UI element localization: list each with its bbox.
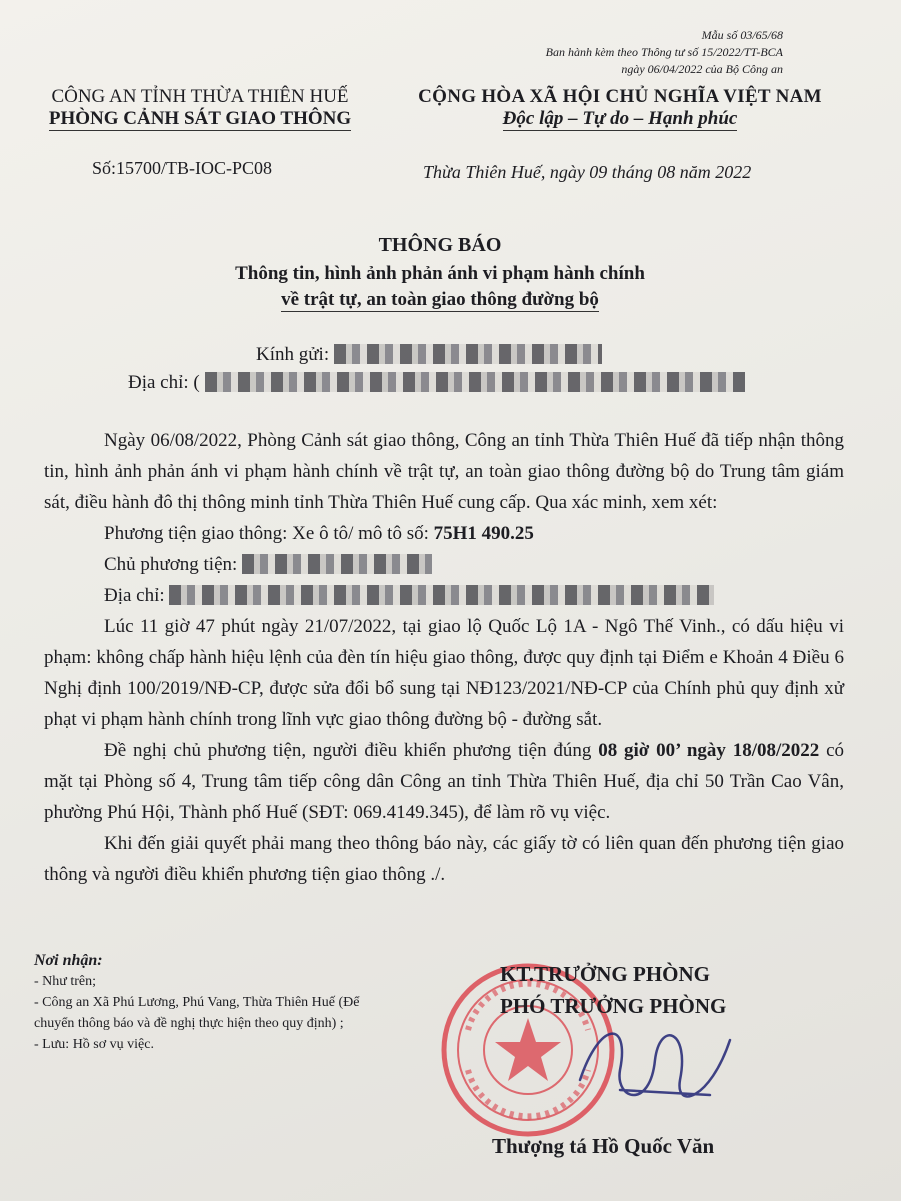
recipient-to-label: Kính gửi: xyxy=(256,344,330,365)
redacted-block xyxy=(334,344,602,364)
national-motto: Độc lập – Tự do – Hạnh phúc xyxy=(502,108,738,129)
vehicle-line xyxy=(44,518,844,549)
paragraph-documents: Khi đến giải quyết phải mang theo thông báo này, các giấy tờ có liên quan đến phương tiện giao thông và người điều khiển phương tiện giao thông ./. xyxy=(44,833,844,885)
summons-time: 08 giờ 00’ ngày 18/08/2022 xyxy=(598,740,820,761)
recipient-item: - Lưu: Hồ sơ vụ việc. xyxy=(34,1037,154,1052)
recipient-address-label: Địa chỉ: ( xyxy=(128,372,200,393)
title-sub-1: Thông tin, hình ảnh phản ánh vi phạm hành chính xyxy=(235,263,645,284)
recipient-item: - Công an Xã Phú Lương, Phú Vang, Thừa Thiên Huế (Để chuyển thông báo và đề nghị thực hiện theo quy định) ; xyxy=(34,995,360,1031)
redacted-block xyxy=(169,585,714,605)
recipients-heading: Nơi nhận: xyxy=(34,952,103,969)
national-title: CỘNG HÒA XÃ HỘI CHỦ NGHĨA VIỆT NAM xyxy=(418,86,822,107)
paragraph-receipt: Ngày 06/08/2022, Phòng Cảnh sát giao thông, Công an tỉnh Thừa Thiên Huế đã tiếp nhận thông tin, hình ảnh phản ánh vi phạm hành chính về trật tự, an toàn giao thông đường bộ do Trung tâm giám sát, điều hành đô thị thông minh tỉnh Thừa Thiên Huế cung cấp. Qua xác minh, xem xét: xyxy=(44,430,844,513)
issuing-agency xyxy=(30,86,370,131)
recipient-item: - Như trên; xyxy=(34,974,97,989)
owner-address-line xyxy=(44,580,844,611)
national-header xyxy=(385,86,855,131)
redacted-block xyxy=(242,554,432,574)
owner-line xyxy=(44,549,844,580)
recipient-address xyxy=(128,372,745,394)
agency-line-1: CÔNG AN TỈNH THỪA THIÊN HUẾ xyxy=(51,86,349,107)
signature-title-1: KT.TRƯỞNG PHÒNG xyxy=(500,962,710,986)
recipient-to xyxy=(256,344,602,366)
form-issued-with: Ban hành kèm theo Thông tư số 15/2022/TT-BCA xyxy=(545,45,783,59)
owner-label: Chủ phương tiện: xyxy=(104,554,238,575)
handwritten-signature xyxy=(560,1000,760,1130)
vehicle-plate: 75H1 490.25 xyxy=(433,523,534,544)
paragraph-summons xyxy=(44,735,844,828)
notice-body xyxy=(44,425,844,890)
summons-text-a: Đề nghị chủ phương tiện, người điều khiển phương tiện đúng xyxy=(104,740,592,761)
title-main: THÔNG BÁO xyxy=(378,234,502,256)
signature-title-2: PHÓ TRƯỞNG PHÒNG xyxy=(500,994,727,1018)
summons-text-b: có mặt tại Phòng số 4, Trung tâm tiếp công dân Công an tỉnh Thừa Thiên Huế, địa chỉ 50 Trần Cao Vân, phường Phú Hội, Thành phố Huế (SĐT: 069.4149.345), để làm rõ vụ việc. xyxy=(44,740,845,823)
vehicle-label: Phương tiện giao thông: Xe ô tô/ mô tô số: xyxy=(104,523,429,544)
document-number: Số:15700/TB-IOC-PC08 xyxy=(92,158,273,178)
paragraph-violation: Lúc 11 giờ 47 phút ngày 21/07/2022, tại giao lộ Quốc Lộ 1A - Ngô Thế Vinh., có dấu hiệu vi phạm: không chấp hành hiệu lệnh của đèn tín hiệu giao thông, được quy định tại Điểm e Khoản 4 Điều 6 Nghị định 100/2019/NĐ-CP, được sửa đổi bổ sung tại NĐ123/2021/NĐ-CP của Chính phủ quy định xử phạt vi phạm hành chính trong lĩnh vực giao thông đường bộ - đường sắt. xyxy=(44,616,844,730)
recipients-list xyxy=(34,950,394,1055)
agency-line-2: PHÒNG CẢNH SÁT GIAO THÔNG xyxy=(48,108,352,129)
title-sub-2: về trật tự, an toàn giao thông đường bộ xyxy=(281,289,599,310)
owner-address-label: Địa chỉ: xyxy=(104,585,165,606)
form-issued-date: ngày 06/04/2022 của Bộ Công an xyxy=(621,62,783,76)
form-number: Mẫu số 03/65/68 xyxy=(701,28,783,42)
signatory-name: Thượng tá Hồ Quốc Văn xyxy=(492,1134,715,1158)
document-title xyxy=(60,234,820,312)
place-date: Thừa Thiên Huế, ngày 09 tháng 08 năm 2022 xyxy=(423,162,752,182)
redacted-block xyxy=(205,372,745,392)
